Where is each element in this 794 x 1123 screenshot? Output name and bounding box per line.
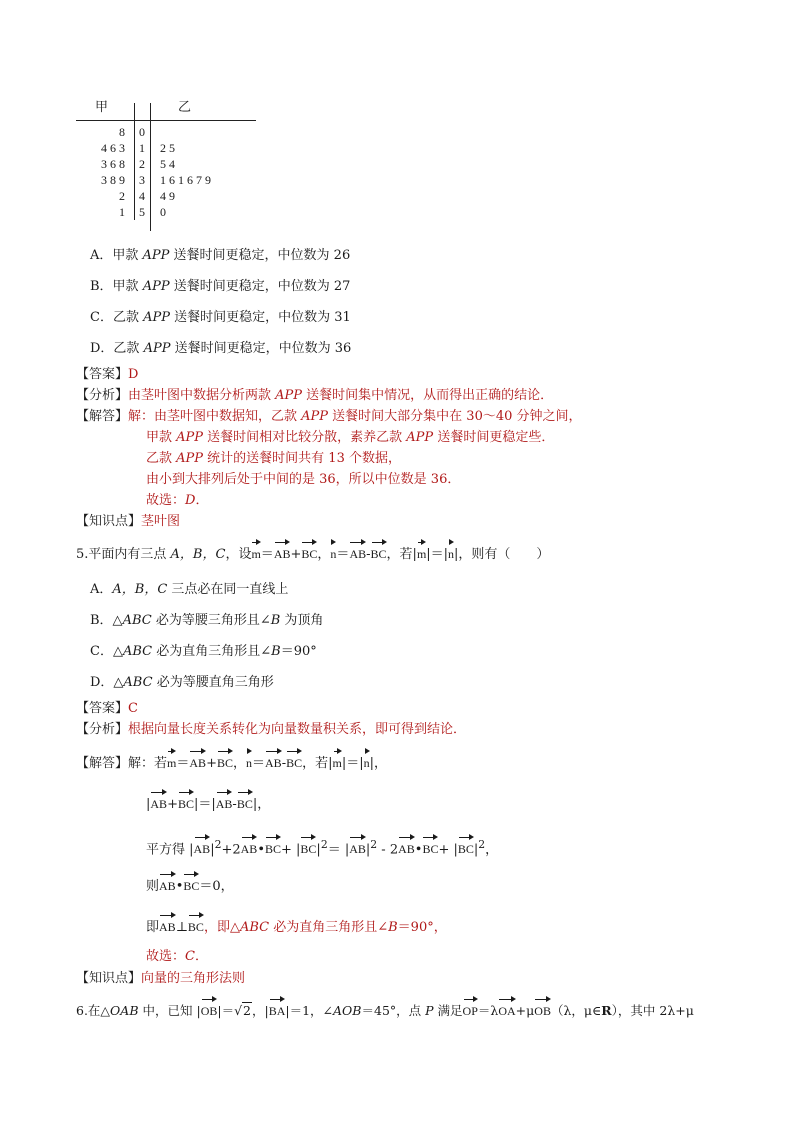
q5-opt-d-abc: ABC [123,675,153,690]
q5-if: 若| [399,547,417,562]
stem-row-2: 2 [139,157,145,171]
q4-solution-line-2 [146,428,554,448]
q4-option-d-prefix: D．乙款 [90,341,144,356]
q6-d: ，| [252,1003,269,1018]
q4-sol2-b: 送餐时间相对比较分散，素养乙款 [203,430,407,445]
stem-leaf-left-label: 甲 [95,100,109,115]
leaf-left-row-0: 8 [119,125,125,139]
leaf-left-row-3: 3 8 9 [101,173,125,187]
vector-n: n [246,753,252,773]
q5-knowledge-tag: 【知识点】 [76,971,142,986]
vector-ab: AB [189,753,206,773]
vector-op: OP [463,1001,478,1021]
q5-then: |，则有（ ） [454,547,550,562]
leaf-left-row-5: 1 [119,205,125,219]
q6-i: +μ [515,1003,535,1018]
q6-stem [76,1001,694,1021]
q5-sol-plus: + [206,756,217,771]
q5-opt-d-rest: 必为等腰直角三角形 [152,675,274,690]
q5-eqbar: |＝| [426,547,449,562]
leaf-right-row-3: 1 6 1 6 7 9 [160,173,211,187]
q5-stem-points: A，B，C [170,547,226,562]
q5-step3-sup-1: 2 [214,838,222,851]
vector-ab: AB [398,839,415,859]
q4-option-b-rest: 送餐时间更稳定，中位数为 27 [169,279,351,294]
stem-leaf-header-rule [76,120,256,121]
q5-option-d [90,673,274,693]
q4-option-b-app: APP [142,279,170,294]
vector-bc: BC [371,544,387,564]
vector-ob: OB [534,1001,551,1021]
q4-solution-line-4: 由小到大排列后处于中间的是 36，所以中位数是 36． [146,472,461,487]
q5-solution-line-4 [146,876,234,897]
vector-m: m [167,753,176,773]
vector-ba: BA [269,1001,286,1021]
q5-sol-eq-1: ＝ [176,756,190,771]
vector-ab: AB [150,794,167,814]
q6-aob: AOB [333,1003,362,1018]
q4-analysis-b: 送餐时间集中情况，从而得出正确的结论． [302,388,554,403]
q5-opt-a-points: A，B，C [112,582,168,597]
q5-sol-eq-2: ＝ [252,756,266,771]
vector-ab: AB [349,544,366,564]
q5-answer-tag: 【答案】 [76,701,129,716]
vector-m: m [333,753,342,773]
vector-ab: AB [349,839,366,859]
q5-step4-a: 则 [146,879,160,894]
q4-sol1-a: 解：由茎叶图中数据知，乙款 [128,409,302,424]
q5-knowledge [76,969,245,989]
q5-opt-b-b: B [270,613,281,628]
q5-step5-a: 即 [146,920,160,935]
q4-solution-line-3 [146,449,401,469]
vector-m: m [251,544,260,564]
q4-sol5-b: D [185,493,196,508]
q4-analysis [76,386,553,406]
q5-opt-a-rest: 三点必在同一直线上 [167,582,289,597]
q4-option-a-prefix: A．甲款 [90,248,143,263]
vector-bc: BC [217,753,233,773]
q4-knowledge [76,512,180,532]
stem-leaf-divider-right [150,103,151,231]
q4-solution-tag: 【解答】 [76,409,129,424]
stem-row-5: 5 [139,205,145,219]
q5-option-a [90,580,288,600]
q5-step2-minus: - [232,797,237,812]
q5-step3-e2: | [473,842,479,858]
q6-oab: OAB [110,1003,139,1018]
q5-step5-abc: ABC [239,920,270,935]
q4-analysis-a: 由茎叶图中数据分析两款 [128,388,276,403]
sqrt-sign: √ [234,1003,243,1018]
q5-step3-dot-2: • [414,842,423,858]
q5-option-c [90,642,317,662]
q5-opt-b-mid: 必为等腰三角形且∠ [151,613,271,628]
vector-n: n [448,544,454,564]
stem-row-3: 3 [139,173,145,187]
vector-ob: OB [201,1001,218,1021]
q4-answer [76,365,138,385]
q6-k: ），其中 2λ+μ [611,1003,694,1018]
leaf-left-row-4: 2 [119,189,125,203]
q5-sol-end-b: C [185,949,195,964]
q4-option-c-prefix: C．乙款 [90,310,144,325]
q5-opt-c-b: B [271,644,281,659]
vector-ab: AB [265,753,282,773]
q6-h: ＝λ [477,1003,499,1018]
q5-step3-h: - 2 [377,842,399,858]
q4-option-b-prefix: B．甲款 [90,279,143,294]
q6-p: P [425,1003,434,1018]
vector-bc: BC [301,544,317,564]
stem-leaf-right-label: 乙 [178,100,192,115]
vector-ab: AB [216,794,233,814]
vector-n: n [330,544,336,564]
q4-analysis-app: APP [275,388,303,403]
stem-row-4: 4 [139,189,145,203]
q6-f: ＝45°，点 [361,1003,426,1018]
leaf-right-row-5: 0 [160,205,166,219]
q5-step5-B: B [388,920,398,935]
q5-step4-dot: • [175,879,184,894]
q5-stem [76,544,549,565]
q5-eq-2: ＝ [336,547,350,562]
q5-step3-f: ＝ | [327,842,350,858]
leaf-right-row-1: 2 5 [160,141,175,155]
q5-stem-a: 5.平面内有三点 [76,547,171,562]
q5-step3-d: + | [281,842,301,858]
vector-bc: BC [286,753,302,773]
q6-j: （λ，μ∈ [550,1003,602,1018]
q5-answer-value: C [128,701,138,716]
q4-analysis-tag: 【分析】 [76,388,129,403]
q4-knowledge-value: 茎叶图 [141,514,181,529]
q5-minus-1: - [366,547,371,562]
q5-step3-d2: + | [438,842,458,858]
vector-m: m [417,544,426,564]
q5-analysis [76,720,466,740]
vector-bc: BC [300,839,316,859]
q4-option-d-rest: 送餐时间更稳定，中位数为 36 [170,341,352,356]
q4-option-c-rest: 送餐时间更稳定，中位数为 31 [169,310,351,325]
vector-oa: OA [498,1001,515,1021]
q5-solution-line-6 [146,947,208,967]
q5-opt-c-pre: C．△ [90,644,123,659]
q4-sol5-c: ． [195,493,209,508]
q5-step3-c: +2 [221,842,241,858]
q5-solution-line-1 [76,753,387,774]
q4-option-a [90,246,350,266]
q5-opt-c-abc: ABC [122,644,153,659]
q5-step3-sup-4: 2 [478,838,486,851]
q5-step2-b: |＝| [193,797,216,812]
q5-answer [76,699,138,719]
q4-sol3-app: APP [176,451,204,466]
q5-step3-sup-3: 2 [370,838,378,851]
q4-answer-value: D [128,367,139,382]
q5-sol-end-1: |， [369,756,388,771]
q5-sol-if: 若| [315,756,333,771]
q5-knowledge-value: 向量的三角形法则 [141,971,246,986]
stem-row-0: 0 [139,125,145,139]
q5-sol-eqbar: |＝| [341,756,364,771]
q5-opt-c-mid: 必为直角三角形且∠ [152,644,272,659]
q6-radicand: 2 [243,1003,251,1018]
q4-solution-line-5 [146,491,208,511]
q5-sol-end-a: 故选： [146,949,186,964]
q5-sol-end-c: ． [194,949,208,964]
q5-solution-tag: 【解答】 [76,756,129,771]
q4-option-b [90,277,350,297]
vector-bc: BC [178,794,194,814]
q5-step5-c: 必为直角三角形且∠ [269,920,389,935]
q5-step3-g: | [365,842,371,858]
q5-step3-a: 平方得 | [146,842,194,858]
vector-bc: BC [422,839,438,859]
q5-step3-e: | [316,842,321,858]
stem-row-1: 1 [139,141,145,155]
vector-bc: BC [458,839,474,859]
q5-eq-1: ＝ [260,547,274,562]
q5-stem-b: ，设 [225,547,252,562]
q5-sol-comma-2: ， [302,756,316,771]
q5-opt-d-pre: D．△ [90,675,124,690]
q5-analysis-tag: 【分析】 [76,722,129,737]
q4-sol3-b: 统计的送餐时间共有 13 个数据， [203,451,401,466]
leaf-left-row-1: 4 6 3 [101,141,125,155]
q5-opt-c-rest: ＝90° [280,644,317,659]
q4-option-a-rest: 送餐时间更稳定，中位数为 26 [169,248,351,263]
q5-comma-2: ， [386,547,400,562]
q4-sol2-app1: APP [176,430,204,445]
leaf-left-row-2: 3 6 8 [101,157,125,171]
q4-sol1-app: APP [301,409,329,424]
q5-step5-d: ＝90°， [397,920,447,935]
q5-opt-b-pre: B．△ [90,613,123,628]
vector-bc: BC [265,839,281,859]
vector-ab: AB [241,839,258,859]
q5-step3-dot-1: • [257,842,265,858]
q5-opt-a-pre: A． [90,582,113,597]
q6-c: |＝ [217,1003,235,1018]
q4-sol1-b: 送餐时间大部分集中在 30～40 分钟之间， [328,409,582,424]
vector-bc: BC [188,917,204,937]
leaf-right-row-2: 5 4 [160,157,175,171]
q5-step5-perp: ⊥ [175,920,188,935]
vector-bc: BC [183,876,199,896]
q5-comma-1: ， [317,547,331,562]
q4-sol2-c: 送餐时间更稳定些． [433,430,555,445]
q4-option-c-app: APP [143,310,170,325]
q4-sol3-a: 乙款 [146,451,177,466]
q5-step3-b: | [210,842,215,858]
vector-ab: AB [274,544,291,564]
q6-g: 满足 [433,1003,463,1018]
vector-ab: AB [159,876,176,896]
q5-step4-b: ＝0， [199,879,234,894]
vector-ab: AB [194,839,211,859]
q4-sol2-a: 甲款 [146,430,177,445]
q4-answer-tag: 【答案】 [76,367,129,382]
q5-step2-plus: + [167,797,178,812]
vector-ab: AB [159,917,176,937]
q5-step5-b: ，即△ [203,920,240,935]
q6-e: |＝1，∠ [285,1003,334,1018]
q6-a: 6.在△ [76,1003,111,1018]
q5-analysis-value: 根据向量长度关系转化为向量数量积关系，即可得到结论． [128,722,467,737]
q4-option-d-app: APP [143,341,171,356]
q5-sol-intro: 解：若 [128,756,168,771]
q5-step3-sup-2: 2 [320,838,328,851]
q5-solution-line-2 [146,794,270,815]
q4-option-a-app: APP [142,248,170,263]
vector-n: n [364,753,370,773]
q5-step2-a: | [146,797,151,812]
q5-option-b [90,611,323,631]
q5-sol-comma-1: ， [232,756,246,771]
q6-b: 中，已知 | [138,1003,201,1018]
q5-opt-b-abc: ABC [122,613,152,628]
q4-sol2-app2: APP [406,430,434,445]
q5-step2-c: |， [252,797,271,812]
leaf-right-row-4: 4 9 [160,189,175,203]
q5-plus-1: + [290,547,302,562]
q4-solution-line-1 [76,407,582,427]
q4-option-d [90,339,351,359]
q4-knowledge-tag: 【知识点】 [76,514,142,529]
q6-r: R [601,1003,612,1018]
q5-step3-i: ， [485,842,499,858]
q5-sol-minus: - [281,756,287,771]
q4-sol5-a: 故选： [146,493,186,508]
q5-solution-line-3 [146,835,498,860]
q5-solution-line-5 [146,917,447,938]
q4-option-c [90,308,351,328]
q5-opt-b-rest: 为顶角 [280,613,324,628]
vector-bc: BC [237,794,253,814]
stem-leaf-divider-left [134,103,135,220]
